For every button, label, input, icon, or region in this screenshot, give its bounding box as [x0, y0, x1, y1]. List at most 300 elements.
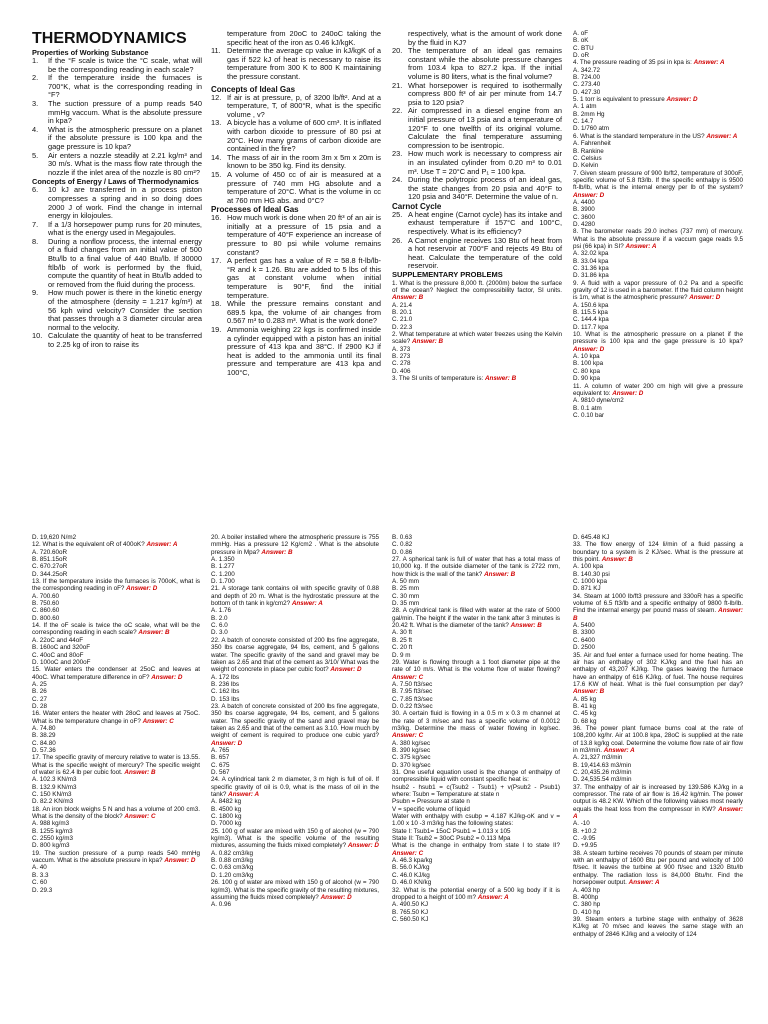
choice-line: [392, 909, 560, 916]
line-text: B. 140.30 psi: [573, 570, 610, 578]
answer-key: Answer: B: [484, 375, 517, 382]
question-text: A heat engine (Carnot cycle) has its intake and exhaust temperature if 157°C and 100°C, respectively. What is its efficiency?: [408, 209, 562, 237]
line-text: B. 7.95 ft3/sec: [392, 688, 433, 696]
line-text: A. 5400: [573, 622, 595, 630]
answer-key: Answer: D: [573, 345, 605, 353]
question-line: [392, 607, 560, 629]
answer-key: Answer: B: [392, 294, 424, 302]
choice-line: [211, 578, 379, 585]
choice-line: [573, 250, 743, 257]
line-text: A. 85 kg: [573, 695, 597, 703]
line-text: D. 82.2 KN/m3: [32, 798, 74, 806]
choice-line: [211, 674, 379, 681]
question-line: [32, 754, 200, 776]
line-text: A. 765: [211, 746, 230, 754]
line-text: C. 560.50 KJ: [392, 915, 429, 923]
choice-line: [392, 828, 560, 835]
question-text: How much work is done when 20 ft³ of an air is initially at a pressure of 15 psia and a temperature of 40°F experience an increase of pressure to 80 psi while volume remains constant?: [227, 213, 381, 257]
line-text: A. 22oC and 44oF: [32, 636, 84, 644]
line-text: B. 273: [392, 352, 411, 360]
line-text: C. 40oC and 80oF: [32, 651, 84, 659]
question-line: [573, 170, 743, 199]
answer-key: Answer: B: [124, 769, 156, 776]
choice-line: [573, 155, 743, 162]
question-line: [392, 375, 562, 382]
line-text: D. 800.60: [32, 614, 60, 622]
line-text: A. 25: [32, 680, 47, 688]
question-item: [392, 82, 562, 108]
question-number: 20.: [392, 46, 403, 56]
line-text: B. 19,414.63 m3/min: [573, 761, 632, 769]
line-text: B. 115.5 kpa: [573, 309, 608, 317]
answer-key: Answer: D: [666, 96, 698, 104]
question-text: If a 1/3 horsepower pump runs for 20 minutes, what is the energy used in Megajoules.: [48, 219, 202, 238]
section-heading: Concepts of Ideal Gas: [211, 84, 296, 94]
answer-key: Answer: A: [146, 541, 178, 549]
choice-line: [32, 681, 200, 688]
choice-line: [573, 585, 743, 592]
line-text: A. 21.4: [392, 301, 412, 309]
choice-line: [392, 769, 560, 784]
answer-key: Answer: B: [601, 556, 633, 564]
line-text: C. 144.4 kpa: [573, 316, 609, 324]
line-text: C. 21.0: [392, 316, 413, 324]
line-text: D. 427.30: [573, 88, 601, 96]
question-text: While the pressure remains constant and 689.5 kpa, the volume of air changes from 0.567 m³ to 0.283 m³. What is the work done?: [227, 299, 381, 326]
page-title: THERMODYNAMICS: [32, 30, 187, 47]
line-text: C. 7.85 ft3/sec: [392, 695, 433, 703]
choice-line: [392, 652, 560, 659]
choice-line: [573, 644, 743, 651]
line-text: A. Fahrenheit: [573, 140, 611, 148]
section-heading: Carnot Cycle: [392, 201, 442, 211]
question-line: [211, 703, 379, 747]
question-number: 24.: [392, 175, 403, 185]
line-text: What is the change in enthalpy from state I to state II?: [392, 842, 560, 850]
line-text: C. 380 hp: [573, 901, 601, 909]
choice-line: [32, 725, 200, 732]
line-text: A. 988 kg/m3: [32, 820, 70, 828]
line-text: B. 851.15oR: [32, 556, 68, 564]
continued-text: respectively, what is the amount of work done by the fluid in KJ?: [408, 29, 562, 47]
line-text: D. 1/760 atm: [573, 125, 610, 133]
line-text: C. Celsius: [573, 154, 602, 162]
line-text: D. 46.0 KN/kg: [392, 879, 432, 887]
line-text: C. 670.27oR: [32, 563, 68, 571]
line-text: 29. Water is flowing through a 1 foot diameter pipe at the rate of 10 m/s. What is the volume flow of water flowing?: [392, 658, 560, 674]
choice-line: [573, 37, 743, 44]
top-column-3: [392, 30, 562, 382]
choice-line: [392, 798, 560, 805]
question-item: [32, 289, 202, 332]
choice-line: [573, 637, 743, 644]
line-text: A. 50 mm: [392, 578, 419, 586]
line-text: C. 30 mm: [392, 592, 420, 600]
line-text: C. 6.0: [211, 622, 228, 630]
answer-key: Answer: A: [625, 242, 657, 250]
line-text: C. 46.0 KJ/kg: [392, 871, 430, 879]
answer-key: Answer: D: [320, 893, 352, 901]
question-line: [573, 331, 743, 353]
line-text: C. 0.63 cm3/kg: [211, 864, 254, 872]
line-text: D. 7000 kg: [211, 820, 242, 828]
choice-line: [392, 747, 560, 754]
line-text: 1. What is the pressure 8,000 ft. (2000m) below the surface of the ocean? Neglect the compressibility factor, SI units.: [392, 279, 562, 294]
choice-line: [573, 30, 743, 37]
question-number: 8.: [32, 236, 39, 246]
choice-line: [392, 353, 562, 360]
choice-line: [211, 607, 379, 614]
choice-line: [392, 600, 560, 607]
line-text: C. 60: [32, 879, 48, 887]
line-text: C. 20 ft: [392, 644, 413, 652]
choice-line: [392, 688, 560, 695]
line-text: D. 1.20 cm3/kg: [211, 871, 254, 879]
question-line: [392, 556, 560, 578]
choice-line: [573, 199, 743, 206]
answer-key: Answer: A: [228, 791, 260, 799]
line-text: D. 344.25oR: [32, 570, 68, 578]
answer-key: Answer: B: [573, 688, 605, 696]
line-text: A. 342.72: [573, 66, 600, 74]
line-text: C. 80 kpa: [573, 367, 600, 375]
choice-line: [32, 776, 200, 783]
choice-line: [573, 368, 743, 375]
choice-line: [392, 872, 560, 879]
line-text: A. 490.50 KJ: [392, 901, 429, 909]
question-text: If the temperature inside the furnaces is 700°K, what is the corresponding reading in °F?: [48, 73, 202, 100]
choice-line: [573, 842, 743, 849]
choice-line: [32, 571, 200, 578]
choice-line: [573, 353, 743, 360]
choice-line: [392, 578, 560, 585]
choice-line: [211, 813, 379, 820]
choice-line: [32, 556, 200, 563]
question-line: [392, 659, 560, 681]
line-text: 11. A column of water 200 cm high will give a pressure equivalent to:: [573, 382, 743, 397]
choice-line: [573, 696, 743, 703]
answer-key: Answer: A: [477, 893, 509, 901]
choice-line: [211, 696, 379, 703]
line-text: D. 22.3: [392, 323, 413, 331]
answer-key: Answer: D: [211, 739, 243, 747]
answer-key: Answer: B: [261, 548, 293, 556]
question-number: 21.: [392, 80, 403, 90]
line-text: B. 56.0 KJ/kg: [392, 864, 430, 872]
line-text: B. Rankine: [573, 147, 604, 155]
line-text: 24. A cylindrical tank 2 m diameter, 3 m high is full of oil. If specific gravity of oil is 0.9, what is the mass of oil in the tank?: [211, 776, 379, 799]
line-text: C. 162 lbs: [211, 688, 240, 696]
line-text: B. 1.277: [211, 563, 235, 571]
answer-key: Answer: C: [392, 732, 424, 740]
question-text: If the °F scale is twice the °C scale, what will be the corresponding reading in each scale?: [48, 56, 202, 74]
line-text: B. 26: [32, 688, 47, 696]
question-item: [211, 171, 381, 205]
line-text: A. 9810 dyne/cm2: [573, 397, 624, 405]
line-text: D. +9.95: [573, 842, 597, 850]
choice-line: [392, 629, 560, 636]
choice-line: [392, 740, 560, 747]
line-text: A. 32.02 kpa: [573, 250, 609, 258]
choice-line: [573, 909, 743, 916]
question-number: 3.: [32, 98, 39, 108]
question-number: 18.: [211, 299, 222, 309]
choice-line: [211, 754, 379, 761]
line-text: 28. A cylindrical tank is filled with water at the rate of 5000 gal/min. The height if the water in the tank after 3 minutes is 20.42 ft. What is the diameter of the tank?: [392, 607, 560, 630]
line-text: 14. If the oF scale is twice the oC scale, what will be the corresponding reading in each scale?: [32, 622, 200, 637]
line-text: D. Kelvin: [573, 162, 599, 170]
line-text: Water with enthalpy with csubp = 4.187 KJ/kg-oK and v = 1.00 x 10 -3 m3/kg has the following states:: [392, 813, 560, 828]
choice-line: [573, 81, 743, 88]
line-text: B. 2mm Hg: [573, 110, 605, 118]
question-line: [573, 652, 743, 696]
choice-line: [211, 556, 379, 563]
question-line: [573, 383, 743, 398]
choice-line: [211, 857, 379, 864]
choice-line: [211, 571, 379, 578]
choice-line: [211, 681, 379, 688]
choice-line: [573, 629, 743, 636]
question-line: [32, 666, 200, 681]
line-text: 23. A batch of concrete consisted of 200 lbs fine aggregate, 350 lbs coarse aggregate, 94 lbs, cement, and 5 gallons water. The specific gravity of the sand and gravel may be taken as 2.65 and that of the cement as 3.10. How much by weight of cement is required to produce one cubic yard?: [211, 702, 379, 740]
choice-line: [392, 549, 560, 556]
choice-line: [32, 740, 200, 747]
question-text: A bicycle has a volume of 600 cm³. It is inflated with carbon dioxide to pressure of 80 psi at 20°C. How many grams of carbon dioxide are contained in the fire?: [227, 118, 381, 154]
question-line: [211, 637, 379, 674]
choice-line: [32, 644, 200, 651]
line-text: 25. 100 g of water are mixed with 150 g of alcohol (w = 790 kg/m3). What is the specific volume of the resulting mixtures, assuming the fluids mixed completely?: [211, 827, 379, 850]
line-text: B. 750.60: [32, 600, 59, 608]
choice-line: [573, 703, 743, 710]
question-number: 12.: [211, 92, 222, 102]
choice-line: [392, 835, 560, 842]
choice-line: [32, 549, 200, 556]
line-text: D. oR: [573, 52, 590, 60]
line-text: A. 21,327 m3/min: [573, 754, 623, 762]
line-text: A. 100 kpa: [573, 563, 604, 571]
choice-line: [392, 644, 560, 651]
line-text: C. 375 kg/sec: [392, 754, 431, 762]
question-number: 11.: [211, 46, 221, 56]
line-text: 38. A steam turbine receives 70 pounds of steam per minute with an enthalpy of 1600 Btu per pound and velocity of 100 ft/sec. It leaves the turbine at 900 ft/sec and 1320 Btu/lb enthalpy. The radiation loss is 84,000 Btu/hr. Find the horsepower output.: [573, 849, 743, 887]
choice-line: [32, 784, 200, 791]
line-text: 4. The pressure reading of 35 psi in kpa is:: [573, 59, 692, 67]
line-text: B. 0.63: [392, 534, 412, 541]
choice-line: [573, 412, 743, 419]
line-text: D. 68 kg: [573, 717, 597, 725]
choice-line: [32, 747, 200, 754]
line-text: C. -9.95: [573, 835, 596, 843]
answer-key: Answer: D: [347, 842, 379, 850]
line-text: 36. The power plant furnace burns coal at the rate of 108,200 kg/hr. Air at 100.8 kpa, 28oC is supplied at the rate of 13.8 kg/kg coal. Determine the volume flow rate of air flow in m3/min.: [573, 724, 743, 754]
answer-key: Answer: A: [628, 879, 660, 887]
choice-line: [573, 901, 743, 908]
choice-line: [211, 806, 379, 813]
choice-line: [392, 309, 562, 316]
section-heading: Concepts of Energy / Laws of Thermodynamics: [32, 177, 199, 187]
line-text: Psubn = Pressure at state n: [392, 798, 470, 806]
question-number: 17.: [211, 256, 222, 266]
question-item: [32, 57, 202, 74]
line-text: C. 2550 kg/m3: [32, 835, 73, 843]
question-number: 7.: [32, 219, 39, 229]
answer-key: Answer: A: [603, 746, 635, 754]
choice-line: [573, 762, 743, 769]
question-text: How much power is there in the kinetic energy of the atmosphere (density = 1.217 kg/m³) at 56 kph wind velocity? Consider the section that passes through a 3 diameter circular area normal to the velocity.: [48, 288, 202, 332]
line-text: A. 46.3 kpa/kg: [392, 857, 433, 865]
choice-line: [392, 368, 562, 375]
choice-line: [392, 360, 562, 367]
choice-line: [211, 850, 379, 857]
line-text: 34. Steam at 1000 lb/ft3 pressure and 330oR has a specific volume of 6.5 ft3/lb and a specific enthalpy of 9800 ft-lb/lb. Find the internal energy per pound mass of steam.: [573, 592, 743, 615]
choice-line: [573, 67, 743, 74]
question-item: [392, 47, 562, 81]
choice-line: [211, 615, 379, 622]
choice-line: [32, 607, 200, 614]
choice-line: [392, 864, 560, 871]
answer-key: Answer: D: [164, 857, 196, 865]
choice-line: [211, 629, 379, 636]
line-text: C. 6400: [573, 636, 596, 644]
line-text: B. 25 ft: [392, 636, 412, 644]
question-number: 10.: [32, 331, 43, 341]
choice-line: [573, 405, 743, 412]
line-text: A. 720.60oR: [32, 548, 68, 556]
line-text: V = specific volume of liquid: [392, 805, 470, 813]
choice-line: [573, 754, 743, 761]
line-text: D. 9 m: [392, 651, 411, 659]
choice-line: [573, 45, 743, 52]
line-text: C. 150 KN/m3: [32, 791, 72, 799]
choice-line: [211, 872, 379, 879]
line-text: D. 153 lbs: [211, 695, 240, 703]
choice-line: [392, 585, 560, 592]
choice-line: [211, 747, 379, 754]
line-text: 33. The flow energy of 124 li/min of a fluid passing a boundary to a system is 2 KJ/sec. What is the pressure at this point.: [573, 541, 743, 564]
choice-line: [392, 916, 560, 923]
choice-line: [32, 703, 200, 710]
line-text: A. 1 atm: [573, 103, 597, 111]
line-text: 7. Given steam pressure of 900 lb/ft2, temperature of 300oF, specific volume of 5.8 ft3/lb. If the specific enthalpy is 9500 ft-lb/lb, what is the internal energy per lb of the system?: [573, 169, 743, 192]
line-text: B. 0.1 atm: [573, 404, 602, 412]
line-text: B. oK: [573, 37, 589, 45]
top-column-2: [211, 30, 381, 378]
line-text: 10. What is the atmospheric pressure on a planet if the pressure is 100 kpa and the gage pressure is 10 kpa?: [573, 331, 743, 346]
line-text: C. 1.200: [211, 570, 235, 578]
choice-line: [211, 820, 379, 827]
line-text: A. 102.3 KN/m3: [32, 776, 77, 784]
choice-line: [392, 324, 562, 331]
choice-line: [573, 718, 743, 725]
choice-line: [392, 784, 560, 799]
question-line: [32, 541, 200, 548]
line-text: 17. The specific gravity of mercury relative to water is 13.55. What is the specific weight of mercury? The specific weight of water is 62.4 lb per cubic foot.: [32, 754, 200, 776]
choice-line: [32, 732, 200, 739]
question-line: [573, 280, 743, 302]
choice-line: [573, 103, 743, 110]
question-line: [211, 534, 379, 556]
choice-line: [392, 346, 562, 353]
line-text: C. 84.80: [32, 739, 56, 747]
line-text: B. 38.29: [32, 732, 56, 740]
question-number: 14.: [211, 152, 222, 162]
line-text: State II: Tsub2 = 30oC Psub2 = 0.113 Mpa: [392, 835, 511, 843]
line-text: 20. A boiler installed where the atmospheric pressure is 755 mmHg. Has a pressure 12 Kg/cm2 . What is the absolute pressure in Mpa?: [211, 534, 379, 556]
line-text: C. 273.40: [573, 81, 601, 89]
line-text: C. 27: [32, 695, 48, 703]
question-line: [392, 887, 560, 902]
choice-line: [573, 214, 743, 221]
answer-key: Answer: D: [330, 666, 362, 674]
line-text: A. 1.76: [211, 607, 231, 615]
line-text: A. 1.350: [211, 556, 235, 564]
line-text: B. 1255 kg/m3: [32, 827, 73, 835]
choice-line: [32, 600, 200, 607]
line-text: 5. 1 torr is equivalent to pressure: [573, 96, 665, 104]
answer-key: Answer: B: [573, 607, 744, 622]
question-item: [392, 211, 562, 237]
question-line: [573, 59, 743, 66]
line-text: D. 3.0: [211, 629, 228, 637]
line-text: C. 1000 kpa: [573, 578, 607, 586]
line-text: D. 19,620 N/m2: [32, 534, 77, 541]
question-item: [211, 214, 381, 257]
question-item: [32, 186, 202, 220]
line-text: D. 0.86: [392, 548, 413, 556]
question-number: 9.: [32, 288, 39, 298]
answer-key: Answer: D: [689, 294, 721, 302]
question-number: 26.: [392, 235, 403, 245]
choice-line: [573, 776, 743, 783]
line-text: D. 2500: [573, 644, 596, 652]
answer-key: Answer: B: [411, 338, 444, 346]
line-text: 30. A certain fluid is flowing in a 0.5 m x 0.3 m channel at the rate of 3 m/sec and has a specific volume of 0.0012 m3/kg. Determine the mass of water flowing in kg/sec.: [392, 710, 560, 732]
choice-line: [32, 593, 200, 600]
line-text: B. 25 mm: [392, 585, 419, 593]
question-item: [32, 332, 202, 349]
question-number: 2.: [32, 73, 39, 83]
line-text: 9. A fluid with a vapor pressure of 0.2 Pa and a specific gravity of 12 is used in a barometer. If the fluid column height is 1m, what is the atmospheric pressure?: [573, 279, 743, 302]
question-line: [211, 585, 379, 607]
choice-line: [392, 302, 562, 309]
line-text: 16. Water enters the heater with 28oC and leaves at 75oC. What is the temperature change in oF?: [32, 710, 200, 725]
line-text: A. 8482 kg: [211, 798, 242, 806]
choice-line: [573, 534, 743, 541]
line-text: B. 132.9 KN/m3: [32, 783, 77, 791]
question-number: 1.: [32, 56, 39, 65]
answer-key: Answer: B: [138, 629, 170, 637]
question-item: [32, 238, 202, 290]
choice-line: [573, 118, 743, 125]
line-text: D. 370 kg/sec: [392, 761, 431, 769]
question-line: [573, 96, 743, 103]
question-line: [573, 541, 743, 563]
choice-line: [573, 563, 743, 570]
choice-line: [573, 272, 743, 279]
answer-key: Answer: D: [126, 585, 158, 593]
question-number: 19.: [211, 325, 222, 334]
question-line: [32, 710, 200, 725]
question-number: 23.: [392, 149, 403, 159]
choice-line: [392, 703, 560, 710]
question-line: [211, 776, 379, 798]
choice-line: [573, 375, 743, 382]
line-text: C. 20,435.26 m3/min: [573, 769, 632, 776]
question-text: A Carnot engine receives 130 Btu of heat from a hot reservoir at 700°F and rejects 49 Btu of heat. Calculate the temperature of the cold reservoir.: [408, 235, 562, 271]
bottom-column-1: [32, 534, 200, 894]
question-line: [573, 593, 743, 622]
choice-line: [392, 857, 560, 864]
